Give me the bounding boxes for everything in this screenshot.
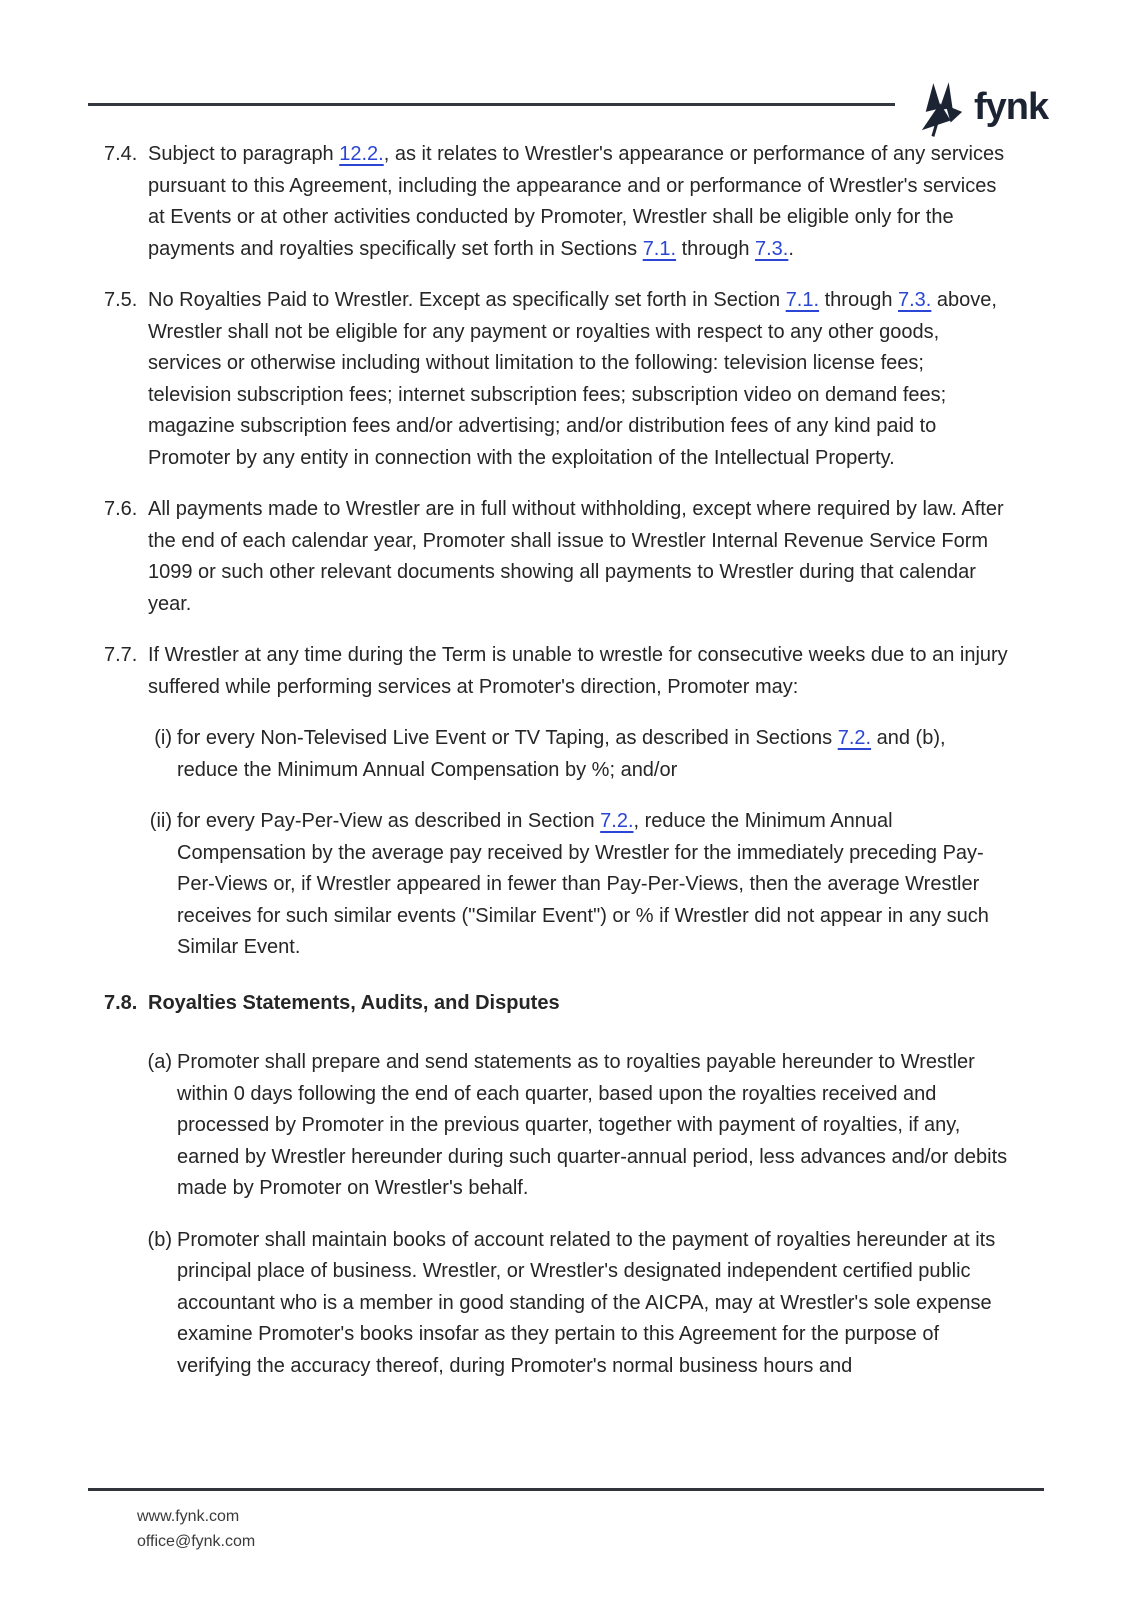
paragraph [145,1225,1010,1383]
section-link[interactable]: 7.1. [785,289,820,311]
paragraph [104,285,1010,474]
paragraph-text [177,1047,1010,1205]
footer-email: office@fynk.com [137,1533,256,1550]
text-segment: If Wrestler at any time during the Term is unable to wrestle for consecutive weeks due to an injury suffered while performing services at Promoter's direction, Promoter may: [148,644,1008,698]
header-divider [88,103,895,106]
text-segment: Promoter shall prepare and send statements as to royalties payable hereunder to Wrestler within 0 days following the end of each quarter, based upon the royalties received and processed by Promoter in the previous quarter, together with payment of royalties, if any, earned by Wrestler hereunder during such quarter-annual period, less advances and/or debits made by Promoter on Wrestler's behalf. [177,1051,1008,1199]
text-segment: through [819,289,898,311]
text-segment: and (b), reduce the Minimum Annual Compensation by %; and/or [177,727,946,781]
text-segment: , reduce the Minimum Annual Compensation by the average pay received by Wrestler for the immediately preceding Pay-Per-Views or, if Wrestler appeared in fewer than Pay-Per-Views, then the average Wrestler receives for such similar events ("Similar Event") or % if Wrestler did not appear in any such Similar Event. [177,810,989,958]
paragraph [104,640,1010,703]
paragraph-number: (i) [154,727,172,749]
paragraph-number: 7.5. [104,289,138,311]
fynk-logo [919,82,1048,138]
text-segment: for every Non-Televised Live Event or TV Taping, as described in Sections [177,727,838,749]
fynk-logo-text: fynk [974,86,1049,128]
paragraph-text [148,988,1010,1020]
section-heading [104,988,1010,1020]
text-segment: Promoter shall maintain books of account related to the payment of royalties hereunder at its principal place of business. Wrestler, or Wrestler's designated independent certified public accountant who is a member in good standing of the AICPA, may at Wrestler's sole expense examine Promoter's books insofar as they pertain to this Agreement for the purpose of verifying the accuracy thereof, during Promoter's normal business hours and [177,1228,996,1377]
paragraph-number: 7.8. [104,991,138,1014]
text-segment: for every Pay-Per-View as described in Section [177,810,601,832]
page-footer [88,1488,1044,1554]
section-link[interactable]: 7.3. [755,237,789,260]
text-segment: above, Wrestler shall not be eligible for any payment or royalties with respect to any other goods, services or otherwise including without limitation to the following: television license fees; television subscription fees; internet subscription fees; subscription video on demand fees; magazine subscription fees and/or advertising; and/or distribution fees of any kind paid to Promoter by any entity in connection with the exploitation of the Intellectual Property. [148,289,997,469]
paragraph-text [177,1225,1010,1383]
paragraph-text [148,285,1010,474]
text-segment: . [788,237,794,260]
paragraph-text [148,494,1010,620]
section-link[interactable]: 7.2. [837,727,872,749]
section-link[interactable]: 7.3. [898,289,932,311]
text-segment: Subject to paragraph [148,143,340,165]
paragraph [145,806,1010,964]
paragraph-number: 7.4. [104,143,138,165]
paragraph-text [177,806,1010,964]
paragraph-number: (b) [147,1228,172,1251]
paragraph-text [148,640,1010,703]
fynk-bird-icon [919,82,965,138]
text-segment: , as it relates to Wrestler's appearance or performance of any services pursuant to this Agreement, including the appearance and or performance of Wrestler's services at Events or at other activities conducted by Promoter, Wrestler shall be eligible only for the payments and royalties specifically set forth in Sections [148,143,1005,260]
paragraph-number: 7.6. [104,498,138,520]
footer-contact [88,1491,1044,1554]
text-segment: Royalties Statements, Audits, and Disputes [148,991,560,1014]
section-link[interactable]: 7.1. [642,237,677,260]
section-link[interactable]: 7.2. [600,810,634,832]
paragraph-text [148,139,1010,265]
paragraph-number: (ii) [149,810,172,832]
paragraph [145,1047,1010,1205]
paragraph-number: 7.7. [104,644,138,666]
paragraph [145,723,1010,786]
paragraph-text [177,723,1010,786]
section-link[interactable]: 12.2. [339,143,384,165]
footer-website: www.fynk.com [137,1508,240,1525]
text-segment: All payments made to Wrestler are in full without withholding, except where required by law. After the end of each calendar year, Promoter shall issue to Wrestler Internal Revenue Service Form 1099 or such other relevant documents showing all payments to Wrestler during that calendar year. [148,498,1004,615]
text-segment: through [676,237,755,260]
paragraph [104,139,1010,265]
document-body [104,139,1010,1402]
paragraph-number: (a) [147,1051,172,1073]
text-segment: No Royalties Paid to Wrestler. Except as specifically set forth in Section [148,289,786,311]
paragraph [104,494,1010,620]
